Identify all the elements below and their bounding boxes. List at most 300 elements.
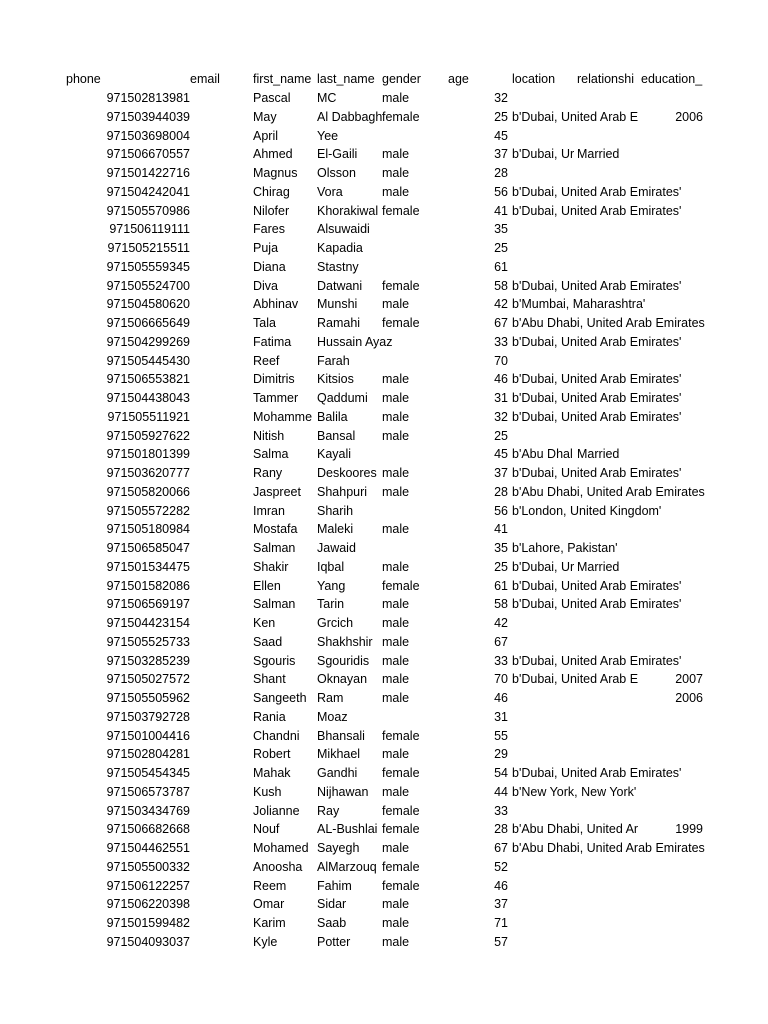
- cell-relationship: [577, 877, 641, 896]
- cell-education: [641, 370, 703, 389]
- cell-education: [641, 558, 703, 577]
- cell-phone: 971503620777: [106, 466, 190, 480]
- cell-first-name: Mostafa: [253, 522, 298, 537]
- cell-last-name: Yang: [317, 578, 346, 593]
- cell-gender: [382, 127, 448, 146]
- cell-relationship: [577, 895, 641, 914]
- cell-location: b'Dubai, United Arab Emirates': [512, 278, 682, 293]
- cell-last-name: Khorakiwal: [317, 203, 379, 218]
- cell-email: [190, 783, 252, 802]
- cell-last-name: Potter: [317, 934, 351, 949]
- cell-phone: 971505180984: [106, 522, 190, 537]
- cell-first-name: Mahak: [253, 766, 291, 780]
- cell-last-name: Grcich: [317, 616, 354, 630]
- cell-last-name: Ram: [317, 691, 344, 705]
- cell-age: 41: [494, 522, 508, 537]
- cell-relationship: [577, 502, 641, 521]
- table-row: [0, 145, 768, 164]
- cell-relationship: [577, 295, 641, 314]
- table-row: [0, 258, 768, 277]
- cell-first-name: Ken: [253, 616, 276, 630]
- cell-gender: male: [382, 409, 410, 424]
- header-location: location: [512, 72, 556, 86]
- table-row: [0, 539, 768, 558]
- cell-email: [190, 858, 252, 877]
- cell-age: 67: [494, 841, 508, 855]
- cell-email: [190, 408, 252, 427]
- cell-first-name: Nilofer: [253, 203, 290, 218]
- cell-education: 2007: [675, 672, 703, 687]
- cell-email: [190, 708, 252, 727]
- table-row: [0, 614, 768, 633]
- cell-phone: 971505820066: [106, 484, 190, 499]
- cell-phone: 971506670557: [106, 147, 190, 162]
- cell-relationship: [577, 108, 641, 127]
- cell-email: [190, 464, 252, 483]
- cell-education: [641, 877, 703, 896]
- header-email: email: [190, 72, 220, 86]
- cell-last-name: Sidar: [317, 897, 347, 912]
- cell-education: [641, 220, 703, 239]
- cell-relationship: [577, 727, 641, 746]
- cell-education: [641, 295, 703, 314]
- cell-relationship: [577, 314, 641, 333]
- cell-email: [190, 877, 252, 896]
- cell-last-name: Sayegh: [317, 841, 360, 855]
- cell-relationship: [577, 839, 641, 858]
- header-phone: phone: [66, 72, 101, 86]
- cell-age: 58: [494, 278, 508, 293]
- cell-email: [190, 164, 252, 183]
- cell-phone: 971506665649: [106, 316, 190, 330]
- cell-email: [190, 670, 252, 689]
- cell-first-name: Nouf: [253, 822, 280, 837]
- table-row: [0, 427, 768, 446]
- cell-first-name: Nitish: [253, 428, 285, 443]
- cell-relationship: [577, 277, 641, 296]
- table-row: [0, 370, 768, 389]
- cell-last-name: Tarin: [317, 597, 345, 612]
- cell-age: 46: [494, 878, 508, 893]
- cell-email: [190, 933, 252, 952]
- cell-relationship: [577, 352, 641, 371]
- cell-education: [641, 633, 703, 652]
- cell-email: [190, 652, 252, 671]
- cell-email: [190, 389, 252, 408]
- cell-first-name: Salman: [253, 597, 296, 612]
- cell-location: b'Dubai, Ur: [512, 559, 575, 574]
- cell-relationship: [577, 389, 641, 408]
- table-row: [0, 764, 768, 783]
- table-row: [0, 333, 768, 352]
- cell-phone: 971505445430: [106, 353, 190, 368]
- cell-first-name: Ahmed: [253, 147, 293, 162]
- cell-phone: 971506553821: [106, 372, 190, 387]
- table-row: [0, 389, 768, 408]
- cell-email: [190, 314, 252, 333]
- cell-relationship: [577, 577, 641, 596]
- cell-age: 56: [494, 184, 508, 199]
- cell-last-name: Farah: [317, 353, 350, 368]
- cell-last-name: Yee: [317, 128, 339, 143]
- cell-education: [641, 577, 703, 596]
- table-row: [0, 239, 768, 258]
- cell-last-name: Oknayan: [317, 672, 368, 687]
- cell-first-name: April: [253, 128, 279, 143]
- cell-first-name: Rany: [253, 466, 283, 480]
- cell-email: [190, 352, 252, 371]
- cell-education: [641, 539, 703, 558]
- table-row: [0, 483, 768, 502]
- cell-age: 56: [494, 503, 508, 518]
- cell-education: [641, 314, 703, 333]
- cell-age: 33: [494, 653, 508, 668]
- cell-email: [190, 502, 252, 521]
- cell-phone: 971501582086: [106, 578, 190, 593]
- cell-phone: 971502813981: [106, 91, 190, 105]
- cell-education: [641, 520, 703, 539]
- cell-relationship: [577, 858, 641, 877]
- cell-phone: 971506122257: [106, 878, 190, 893]
- cell-email: [190, 895, 252, 914]
- cell-first-name: Ellen: [253, 578, 281, 593]
- cell-last-name: Jawaid: [317, 541, 356, 555]
- cell-education: [641, 258, 703, 277]
- table-row: [0, 202, 768, 221]
- cell-phone: 971506573787: [106, 784, 190, 799]
- cell-education: [641, 502, 703, 521]
- cell-phone: 971503792728: [106, 709, 190, 724]
- cell-relationship: Married: [577, 447, 620, 462]
- cell-email: [190, 183, 252, 202]
- cell-last-name: MC: [317, 91, 337, 105]
- cell-last-name: Kitsios: [317, 372, 354, 387]
- cell-gender: female: [382, 822, 420, 837]
- cell-age: 54: [494, 766, 508, 780]
- cell-gender: male: [382, 428, 410, 443]
- cell-first-name: Salma: [253, 447, 289, 462]
- cell-relationship: [577, 183, 641, 202]
- cell-location: b'Dubai, United Arab Emirates': [512, 578, 682, 593]
- cell-gender: [382, 220, 448, 239]
- cell-education: [641, 389, 703, 408]
- cell-gender: male: [382, 672, 410, 687]
- cell-age: 37: [494, 147, 508, 162]
- cell-gender: female: [382, 878, 420, 893]
- table-row: [0, 839, 768, 858]
- cell-relationship: [577, 520, 641, 539]
- cell-location: b'Abu Dhabi, United Arab Emirates: [512, 484, 705, 499]
- cell-relationship: [577, 408, 641, 427]
- table-row: [0, 933, 768, 952]
- cell-relationship: [577, 239, 641, 258]
- cell-age: 70: [494, 353, 508, 368]
- cell-age: 33: [494, 803, 508, 818]
- cell-gender: female: [382, 109, 420, 124]
- cell-relationship: [577, 483, 641, 502]
- cell-phone: 971504093037: [106, 934, 190, 949]
- cell-gender: female: [382, 803, 420, 818]
- cell-phone: 971505454345: [106, 766, 190, 780]
- cell-gender: male: [382, 559, 410, 574]
- cell-phone: 971505511921: [107, 409, 190, 424]
- cell-education: [641, 914, 703, 933]
- cell-first-name: Jaspreet: [253, 484, 301, 499]
- cell-email: [190, 802, 252, 821]
- cell-relationship: [577, 745, 641, 764]
- cell-first-name: Magnus: [253, 166, 298, 180]
- cell-age: 31: [494, 709, 508, 724]
- cell-gender: female: [382, 578, 420, 593]
- cell-first-name: Robert: [253, 747, 291, 762]
- cell-phone: 971504438043: [106, 391, 190, 405]
- cell-gender: female: [382, 859, 420, 874]
- cell-email: [190, 914, 252, 933]
- cell-gender: male: [382, 184, 410, 199]
- table-row: [0, 220, 768, 239]
- cell-phone: 971503944039: [106, 109, 190, 124]
- cell-education: [641, 183, 703, 202]
- cell-relationship: [577, 914, 641, 933]
- cell-last-name: Balila: [317, 409, 348, 424]
- table-row: [0, 108, 768, 127]
- cell-education: [641, 145, 703, 164]
- cell-relationship: [577, 464, 641, 483]
- cell-email: [190, 427, 252, 446]
- table-row: [0, 183, 768, 202]
- cell-email: [190, 127, 252, 146]
- table-row: [0, 727, 768, 746]
- cell-age: 52: [494, 859, 508, 874]
- cell-education: [641, 202, 703, 221]
- cell-gender: male: [382, 597, 410, 612]
- cell-first-name: Shant: [253, 672, 286, 687]
- cell-education: [641, 783, 703, 802]
- cell-relationship: [577, 202, 641, 221]
- cell-first-name: May: [253, 109, 277, 124]
- cell-relationship: [577, 783, 641, 802]
- cell-email: [190, 145, 252, 164]
- cell-email: [190, 445, 252, 464]
- header-relationship: relationshi: [577, 72, 634, 86]
- cell-email: [190, 89, 252, 108]
- cell-phone: 971504580620: [106, 297, 190, 312]
- table-row: [0, 558, 768, 577]
- table-row: [0, 783, 768, 802]
- cell-education: [641, 614, 703, 633]
- cell-last-name: AL-Bushlai: [317, 822, 378, 837]
- cell-age: 37: [494, 466, 508, 480]
- cell-education: [641, 164, 703, 183]
- cell-email: [190, 764, 252, 783]
- cell-gender: [382, 445, 448, 464]
- table-row: [0, 295, 768, 314]
- cell-last-name: Iqbal: [317, 559, 345, 574]
- cell-first-name: Chandni: [253, 728, 300, 743]
- cell-phone: 971505215511: [107, 241, 190, 255]
- cell-gender: male: [382, 841, 410, 855]
- cell-gender: [382, 258, 448, 277]
- cell-email: [190, 108, 252, 127]
- table-row: [0, 670, 768, 689]
- cell-education: [641, 839, 703, 858]
- table-row: [0, 127, 768, 146]
- cell-email: [190, 483, 252, 502]
- cell-email: [190, 633, 252, 652]
- cell-location: b'Dubai, United Arab Emirates': [512, 653, 682, 668]
- cell-gender: male: [382, 297, 410, 312]
- cell-age: 41: [494, 203, 508, 218]
- cell-relationship: [577, 933, 641, 952]
- table-row: [0, 502, 768, 521]
- header-age: age: [448, 72, 469, 86]
- cell-first-name: Sgouris: [253, 653, 296, 668]
- cell-phone: 971501422716: [106, 166, 190, 180]
- cell-email: [190, 839, 252, 858]
- cell-gender: male: [382, 916, 410, 930]
- cell-first-name: Saad: [253, 634, 283, 649]
- cell-gender: male: [382, 934, 410, 949]
- cell-gender: [382, 708, 448, 727]
- cell-phone: 971503434769: [106, 803, 190, 818]
- cell-last-name: Bhansali: [317, 728, 365, 743]
- table-row: [0, 895, 768, 914]
- cell-last-name: Sgouridis: [317, 653, 370, 668]
- cell-last-name: Moaz: [317, 709, 348, 724]
- cell-location: b'Dubai, United Arab Emirates': [512, 466, 682, 480]
- cell-location: b'Dubai, United Arab Emirates': [512, 372, 682, 387]
- cell-gender: female: [382, 316, 420, 330]
- cell-gender: male: [382, 897, 410, 912]
- cell-email: [190, 539, 252, 558]
- cell-age: 42: [494, 616, 508, 630]
- cell-last-name: Ray: [317, 803, 340, 818]
- cell-first-name: Sangeeth: [253, 691, 307, 705]
- cell-phone: 971504242041: [106, 184, 190, 199]
- cell-first-name: Rania: [253, 709, 286, 724]
- table-row: [0, 802, 768, 821]
- cell-location: b'Lahore, Pakistan': [512, 541, 618, 555]
- cell-email: [190, 820, 252, 839]
- cell-location: b'Dubai, United Arab Emirates': [512, 334, 682, 349]
- cell-location: b'Dubai, United Arab Emirates': [512, 597, 682, 612]
- cell-phone: 971506585047: [106, 541, 190, 555]
- cell-relationship: [577, 370, 641, 389]
- cell-location: b'Dubai, United Arab E: [512, 109, 639, 124]
- cell-first-name: Diana: [253, 259, 286, 274]
- table-row: [0, 820, 768, 839]
- cell-education: [641, 764, 703, 783]
- cell-gender: male: [382, 616, 410, 630]
- cell-first-name: Abhinav: [253, 297, 299, 312]
- cell-gender: male: [382, 91, 410, 105]
- table-row: [0, 633, 768, 652]
- cell-age: 25: [494, 559, 508, 574]
- cell-education: [641, 89, 703, 108]
- cell-location: b'Dubai, United Arab E: [512, 672, 639, 687]
- cell-age: 57: [494, 934, 508, 949]
- cell-last-name: Ramahi: [317, 316, 361, 330]
- cell-last-name: Kapadia: [317, 241, 363, 255]
- cell-gender: male: [382, 466, 410, 480]
- table-row: [0, 89, 768, 108]
- cell-last-name: El-Gaili: [317, 147, 358, 162]
- cell-gender: male: [382, 391, 410, 405]
- cell-phone: 971505559345: [106, 259, 190, 274]
- header-gender: gender: [382, 72, 421, 86]
- cell-age: 25: [494, 428, 508, 443]
- cell-gender: male: [382, 522, 410, 537]
- cell-gender: female: [382, 728, 420, 743]
- cell-email: [190, 295, 252, 314]
- cell-relationship: [577, 764, 641, 783]
- cell-age: 28: [494, 484, 508, 499]
- cell-last-name: Olsson: [317, 166, 356, 180]
- cell-phone: 971504462551: [106, 841, 190, 855]
- cell-relationship: [577, 539, 641, 558]
- table-row: [0, 652, 768, 671]
- cell-age: 32: [494, 409, 508, 424]
- cell-phone: 971505500332: [106, 859, 190, 874]
- cell-last-name: Vora: [317, 184, 343, 199]
- cell-age: 29: [494, 747, 508, 762]
- table-row: [0, 445, 768, 464]
- cell-age: 28: [494, 166, 508, 180]
- cell-gender: male: [382, 691, 410, 705]
- header-first-name: first_name: [253, 72, 312, 86]
- cell-email: [190, 239, 252, 258]
- cell-last-name: Hussain Ayaz: [317, 334, 393, 349]
- cell-phone: 971502804281: [106, 747, 190, 762]
- cell-last-name: Datwani: [317, 278, 363, 293]
- cell-last-name: Mikhael: [317, 747, 361, 762]
- cell-first-name: Tala: [253, 316, 276, 330]
- cell-age: 44: [494, 784, 508, 799]
- cell-gender: male: [382, 653, 410, 668]
- cell-first-name: Reef: [253, 353, 280, 368]
- cell-email: [190, 520, 252, 539]
- cell-education: [641, 745, 703, 764]
- cell-location: b'New York, New York': [512, 784, 637, 799]
- cell-age: 55: [494, 728, 508, 743]
- cell-gender: male: [382, 784, 410, 799]
- cell-gender: [382, 239, 448, 258]
- table-row: [0, 595, 768, 614]
- cell-first-name: Kush: [253, 784, 282, 799]
- cell-location: b'London, United Kingdom': [512, 503, 662, 518]
- cell-email: [190, 202, 252, 221]
- cell-first-name: Anoosha: [253, 859, 303, 874]
- cell-education: [641, 239, 703, 258]
- header-last-name: last_name: [317, 72, 375, 86]
- cell-location: b'Abu Dhabi, United Arab Emirates: [512, 316, 705, 330]
- cell-relationship: Married: [577, 559, 620, 574]
- cell-gender: male: [382, 166, 410, 180]
- cell-first-name: Shakir: [253, 559, 289, 574]
- cell-education: 2006: [675, 109, 703, 124]
- cell-phone: 971505524700: [106, 278, 190, 293]
- cell-relationship: [577, 802, 641, 821]
- cell-phone: 971501599482: [106, 916, 190, 930]
- cell-education: [641, 483, 703, 502]
- cell-email: [190, 577, 252, 596]
- cell-last-name: Shakhshir: [317, 634, 373, 649]
- cell-last-name: Nijhawan: [317, 784, 369, 799]
- cell-last-name: Bansal: [317, 428, 356, 443]
- table-row: [0, 352, 768, 371]
- cell-email: [190, 370, 252, 389]
- cell-relationship: [577, 127, 641, 146]
